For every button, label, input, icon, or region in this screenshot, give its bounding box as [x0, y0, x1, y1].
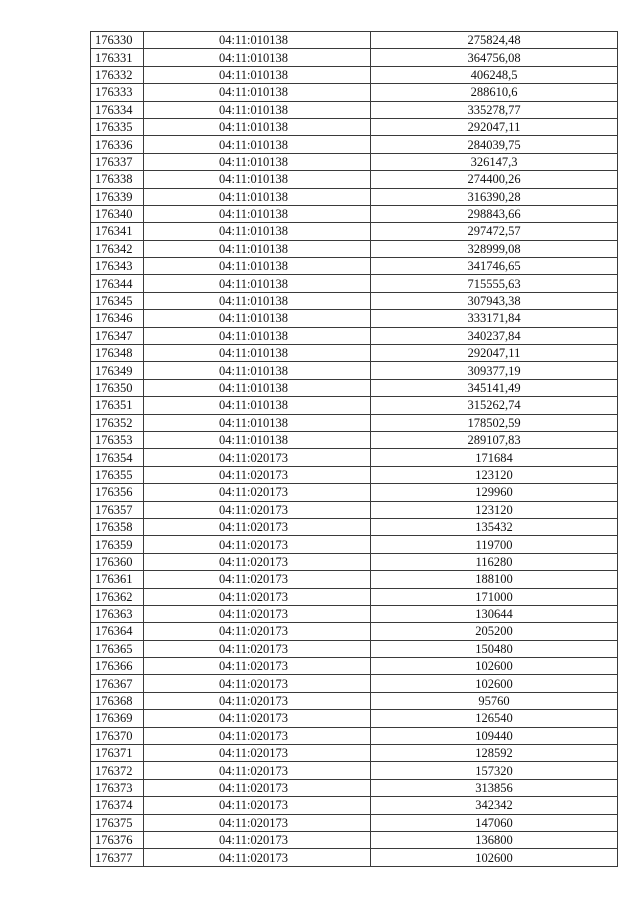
- table-row: [91, 240, 618, 257]
- row-number-cell: 176351: [91, 397, 144, 414]
- table-row: [91, 692, 618, 709]
- cadastral-code-cell: 04:11:020173: [144, 553, 371, 570]
- value-cell: 328999,08: [371, 240, 618, 257]
- value-cell: 123120: [371, 466, 618, 483]
- row-number-cell: 176340: [91, 205, 144, 222]
- value-cell: 147060: [371, 814, 618, 831]
- row-number-cell: 176365: [91, 640, 144, 657]
- table-row: [91, 397, 618, 414]
- value-cell: 130644: [371, 605, 618, 622]
- table-row: [91, 553, 618, 570]
- value-cell: 335278,77: [371, 101, 618, 118]
- value-cell: 326147,3: [371, 153, 618, 170]
- value-cell: 406248,5: [371, 66, 618, 83]
- row-number-cell: 176346: [91, 310, 144, 327]
- value-cell: 275824,48: [371, 32, 618, 49]
- table-row: [91, 327, 618, 344]
- value-cell: 307943,38: [371, 292, 618, 309]
- table-row: [91, 466, 618, 483]
- row-number-cell: 176352: [91, 414, 144, 431]
- row-number-cell: 176337: [91, 153, 144, 170]
- cadastral-code-cell: 04:11:010138: [144, 118, 371, 135]
- cadastral-code-cell: 04:11:020173: [144, 710, 371, 727]
- cadastral-code-cell: 04:11:010138: [144, 32, 371, 49]
- cadastral-code-cell: 04:11:020173: [144, 675, 371, 692]
- row-number-cell: 176377: [91, 849, 144, 866]
- table-row: [91, 205, 618, 222]
- row-number-cell: 176363: [91, 605, 144, 622]
- row-number-cell: 176366: [91, 658, 144, 675]
- table-row: [91, 814, 618, 831]
- table-row: [91, 49, 618, 66]
- cadastral-code-cell: 04:11:010138: [144, 136, 371, 153]
- value-cell: 150480: [371, 640, 618, 657]
- table-row: [91, 831, 618, 848]
- table-row: [91, 658, 618, 675]
- data-table: [90, 31, 618, 867]
- value-cell: 116280: [371, 553, 618, 570]
- cadastral-code-cell: 04:11:010138: [144, 49, 371, 66]
- row-number-cell: 176372: [91, 762, 144, 779]
- cadastral-code-cell: 04:11:010138: [144, 66, 371, 83]
- cadastral-code-cell: 04:11:010138: [144, 362, 371, 379]
- cadastral-code-cell: 04:11:010138: [144, 171, 371, 188]
- cadastral-code-cell: 04:11:010138: [144, 397, 371, 414]
- cadastral-code-cell: 04:11:010138: [144, 205, 371, 222]
- row-number-cell: 176341: [91, 223, 144, 240]
- row-number-cell: 176338: [91, 171, 144, 188]
- cadastral-code-cell: 04:11:020173: [144, 623, 371, 640]
- cadastral-code-cell: 04:11:010138: [144, 292, 371, 309]
- cadastral-code-cell: 04:11:020173: [144, 518, 371, 535]
- row-number-cell: 176357: [91, 501, 144, 518]
- value-cell: 340237,84: [371, 327, 618, 344]
- cadastral-code-cell: 04:11:010138: [144, 431, 371, 448]
- value-cell: 126540: [371, 710, 618, 727]
- cadastral-code-cell: 04:11:010138: [144, 240, 371, 257]
- value-cell: 205200: [371, 623, 618, 640]
- table-row: [91, 362, 618, 379]
- table-body: [91, 32, 618, 867]
- row-number-cell: 176361: [91, 571, 144, 588]
- cadastral-code-cell: 04:11:010138: [144, 153, 371, 170]
- value-cell: 123120: [371, 501, 618, 518]
- row-number-cell: 176347: [91, 327, 144, 344]
- row-number-cell: 176370: [91, 727, 144, 744]
- value-cell: 289107,83: [371, 431, 618, 448]
- row-number-cell: 176336: [91, 136, 144, 153]
- row-number-cell: 176333: [91, 84, 144, 101]
- row-number-cell: 176330: [91, 32, 144, 49]
- table-row: [91, 345, 618, 362]
- table-row: [91, 379, 618, 396]
- cadastral-code-cell: 04:11:010138: [144, 414, 371, 431]
- row-number-cell: 176331: [91, 49, 144, 66]
- cadastral-code-cell: 04:11:020173: [144, 605, 371, 622]
- value-cell: 171684: [371, 449, 618, 466]
- cadastral-code-cell: 04:11:020173: [144, 797, 371, 814]
- cadastral-code-cell: 04:11:010138: [144, 188, 371, 205]
- table-row: [91, 501, 618, 518]
- table-row: [91, 449, 618, 466]
- cadastral-code-cell: 04:11:020173: [144, 779, 371, 796]
- row-number-cell: 176362: [91, 588, 144, 605]
- cadastral-code-cell: 04:11:020173: [144, 571, 371, 588]
- row-number-cell: 176343: [91, 258, 144, 275]
- row-number-cell: 176334: [91, 101, 144, 118]
- table-row: [91, 588, 618, 605]
- table-row: [91, 414, 618, 431]
- value-cell: 274400,26: [371, 171, 618, 188]
- table-row: [91, 605, 618, 622]
- row-number-cell: 176364: [91, 623, 144, 640]
- row-number-cell: 176335: [91, 118, 144, 135]
- cadastral-code-cell: 04:11:020173: [144, 501, 371, 518]
- row-number-cell: 176339: [91, 188, 144, 205]
- cadastral-code-cell: 04:11:020173: [144, 484, 371, 501]
- table-row: [91, 779, 618, 796]
- cadastral-code-cell: 04:11:010138: [144, 223, 371, 240]
- table-row: [91, 101, 618, 118]
- value-cell: 345141,49: [371, 379, 618, 396]
- value-cell: 171000: [371, 588, 618, 605]
- cadastral-code-cell: 04:11:010138: [144, 84, 371, 101]
- table-row: [91, 275, 618, 292]
- cadastral-code-cell: 04:11:020173: [144, 831, 371, 848]
- table-row: [91, 118, 618, 135]
- table-row: [91, 431, 618, 448]
- cadastral-code-cell: 04:11:010138: [144, 379, 371, 396]
- table-row: [91, 258, 618, 275]
- table-row: [91, 675, 618, 692]
- cadastral-code-cell: 04:11:020173: [144, 692, 371, 709]
- value-cell: 333171,84: [371, 310, 618, 327]
- row-number-cell: 176356: [91, 484, 144, 501]
- row-number-cell: 176375: [91, 814, 144, 831]
- cadastral-code-cell: 04:11:010138: [144, 345, 371, 362]
- value-cell: 298843,66: [371, 205, 618, 222]
- row-number-cell: 176350: [91, 379, 144, 396]
- cadastral-code-cell: 04:11:010138: [144, 258, 371, 275]
- value-cell: 129960: [371, 484, 618, 501]
- value-cell: 364756,08: [371, 49, 618, 66]
- value-cell: 309377,19: [371, 362, 618, 379]
- row-number-cell: 176348: [91, 345, 144, 362]
- cadastral-code-cell: 04:11:020173: [144, 814, 371, 831]
- row-number-cell: 176360: [91, 553, 144, 570]
- row-number-cell: 176376: [91, 831, 144, 848]
- table-row: [91, 310, 618, 327]
- value-cell: 119700: [371, 536, 618, 553]
- row-number-cell: 176359: [91, 536, 144, 553]
- value-cell: 136800: [371, 831, 618, 848]
- value-cell: 284039,75: [371, 136, 618, 153]
- cadastral-code-cell: 04:11:020173: [144, 762, 371, 779]
- value-cell: 292047,11: [371, 118, 618, 135]
- cadastral-code-cell: 04:11:020173: [144, 449, 371, 466]
- value-cell: 288610,6: [371, 84, 618, 101]
- table-row: [91, 849, 618, 866]
- row-number-cell: 176374: [91, 797, 144, 814]
- table-row: [91, 188, 618, 205]
- table-row: [91, 710, 618, 727]
- row-number-cell: 176354: [91, 449, 144, 466]
- cadastral-code-cell: 04:11:020173: [144, 745, 371, 762]
- row-number-cell: 176332: [91, 66, 144, 83]
- table-row: [91, 571, 618, 588]
- row-number-cell: 176344: [91, 275, 144, 292]
- value-cell: 102600: [371, 849, 618, 866]
- table-row: [91, 640, 618, 657]
- table-row: [91, 171, 618, 188]
- row-number-cell: 176353: [91, 431, 144, 448]
- cadastral-code-cell: 04:11:020173: [144, 536, 371, 553]
- value-cell: 128592: [371, 745, 618, 762]
- cadastral-code-cell: 04:11:020173: [144, 727, 371, 744]
- cadastral-code-cell: 04:11:010138: [144, 275, 371, 292]
- row-number-cell: 176367: [91, 675, 144, 692]
- table-row: [91, 223, 618, 240]
- value-cell: 188100: [371, 571, 618, 588]
- table-row: [91, 153, 618, 170]
- row-number-cell: 176342: [91, 240, 144, 257]
- value-cell: 102600: [371, 675, 618, 692]
- cadastral-code-cell: 04:11:020173: [144, 658, 371, 675]
- value-cell: 342342: [371, 797, 618, 814]
- table-row: [91, 32, 618, 49]
- table-row: [91, 484, 618, 501]
- value-cell: 102600: [371, 658, 618, 675]
- value-cell: 109440: [371, 727, 618, 744]
- cadastral-code-cell: 04:11:020173: [144, 588, 371, 605]
- value-cell: 315262,74: [371, 397, 618, 414]
- value-cell: 313856: [371, 779, 618, 796]
- row-number-cell: 176355: [91, 466, 144, 483]
- value-cell: 178502,59: [371, 414, 618, 431]
- cadastral-code-cell: 04:11:020173: [144, 640, 371, 657]
- value-cell: 292047,11: [371, 345, 618, 362]
- row-number-cell: 176373: [91, 779, 144, 796]
- cadastral-code-cell: 04:11:020173: [144, 849, 371, 866]
- cadastral-code-cell: 04:11:010138: [144, 327, 371, 344]
- value-cell: 715555,63: [371, 275, 618, 292]
- value-cell: 297472,57: [371, 223, 618, 240]
- row-number-cell: 176349: [91, 362, 144, 379]
- value-cell: 316390,28: [371, 188, 618, 205]
- table-row: [91, 292, 618, 309]
- row-number-cell: 176358: [91, 518, 144, 535]
- table-row: [91, 762, 618, 779]
- cadastral-code-cell: 04:11:010138: [144, 310, 371, 327]
- row-number-cell: 176371: [91, 745, 144, 762]
- table-row: [91, 66, 618, 83]
- row-number-cell: 176345: [91, 292, 144, 309]
- cadastral-code-cell: 04:11:010138: [144, 101, 371, 118]
- table-row: [91, 727, 618, 744]
- cadastral-code-cell: 04:11:020173: [144, 466, 371, 483]
- table-row: [91, 518, 618, 535]
- table-row: [91, 84, 618, 101]
- value-cell: 341746,65: [371, 258, 618, 275]
- table-row: [91, 797, 618, 814]
- table-row: [91, 745, 618, 762]
- value-cell: 95760: [371, 692, 618, 709]
- table-row: [91, 623, 618, 640]
- row-number-cell: 176369: [91, 710, 144, 727]
- value-cell: 157320: [371, 762, 618, 779]
- table-row: [91, 536, 618, 553]
- row-number-cell: 176368: [91, 692, 144, 709]
- table-row: [91, 136, 618, 153]
- value-cell: 135432: [371, 518, 618, 535]
